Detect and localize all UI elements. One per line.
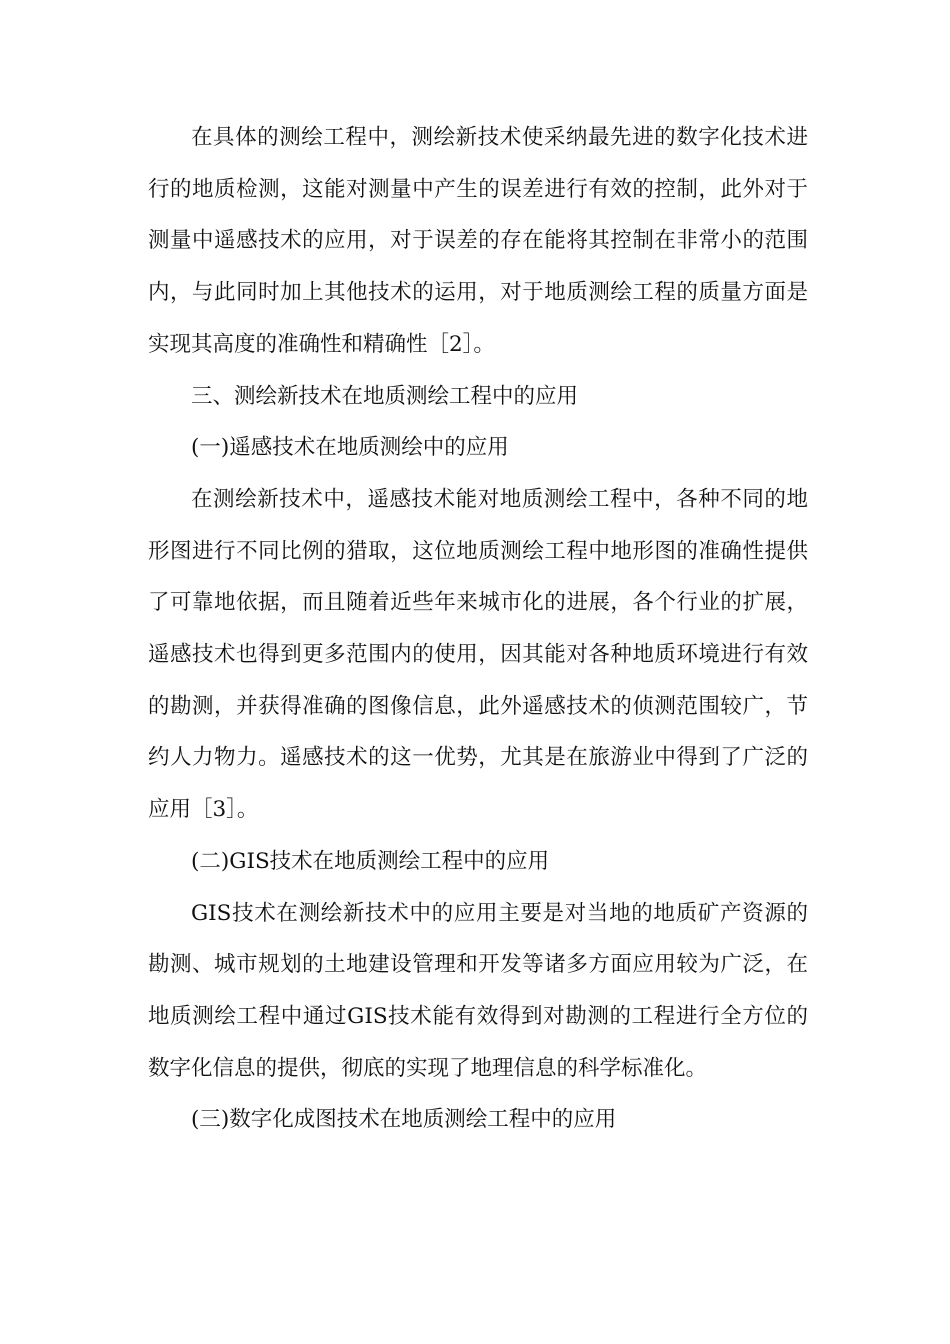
paragraph-precision: 在具体的测绘工程中，测绘新技术使采纳最先进的数字化技术进行的地质检测，这能对测量中产生的误差进行有效的控制，此外对于测量中遥感技术的应用，对于误差的存在能将其控制在非常小的范围内，与此同时加上其他技术的运用，对于地质测绘工程的质量方面是实现其高度的准确性和精确性［2］。 [148, 125, 808, 357]
subheading-digital-mapping: (三)数字化成图技术在地质测绘工程中的应用 [191, 1107, 617, 1133]
document-body [148, 112, 808, 1146]
subheading-gis: (二)GIS技术在地质测绘工程中的应用 [191, 848, 550, 874]
paragraph-remote-sensing: 在测绘新技术中，遥感技术能对地质测绘工程中，各种不同的地形图进行不同比例的猎取，这位地质测绘工程中地形图的准确性提供了可靠地依据，而且随着近些年来城市化的进展，各个行业的扩展，遥感技术也得到更多范围内的使用，因其能对各种地质环境进行有效的勘测，并获得准确的图像信息，此外遥感技术的侦测范围较广，节约人力物力。遥感技术的这一优势，尤其是在旅游业中得到了广泛的应用［3］。 [148, 486, 808, 823]
subheading-remote-sensing: (一)遥感技术在地质测绘中的应用 [191, 435, 509, 461]
section-heading-applications: 三、测绘新技术在地质测绘工程中的应用 [191, 383, 579, 409]
paragraph-gis: GIS技术在测绘新技术中的应用主要是对当地的地质矿产资源的勘测、城市规划的土地建设管理和开发等诸多方面应用较为广泛，在地质测绘工程中通过GIS技术能有效得到对勘测的工程进行全方位的数字化信息的提供，彻底的实现了地理信息的科学标准化。 [148, 900, 808, 1081]
